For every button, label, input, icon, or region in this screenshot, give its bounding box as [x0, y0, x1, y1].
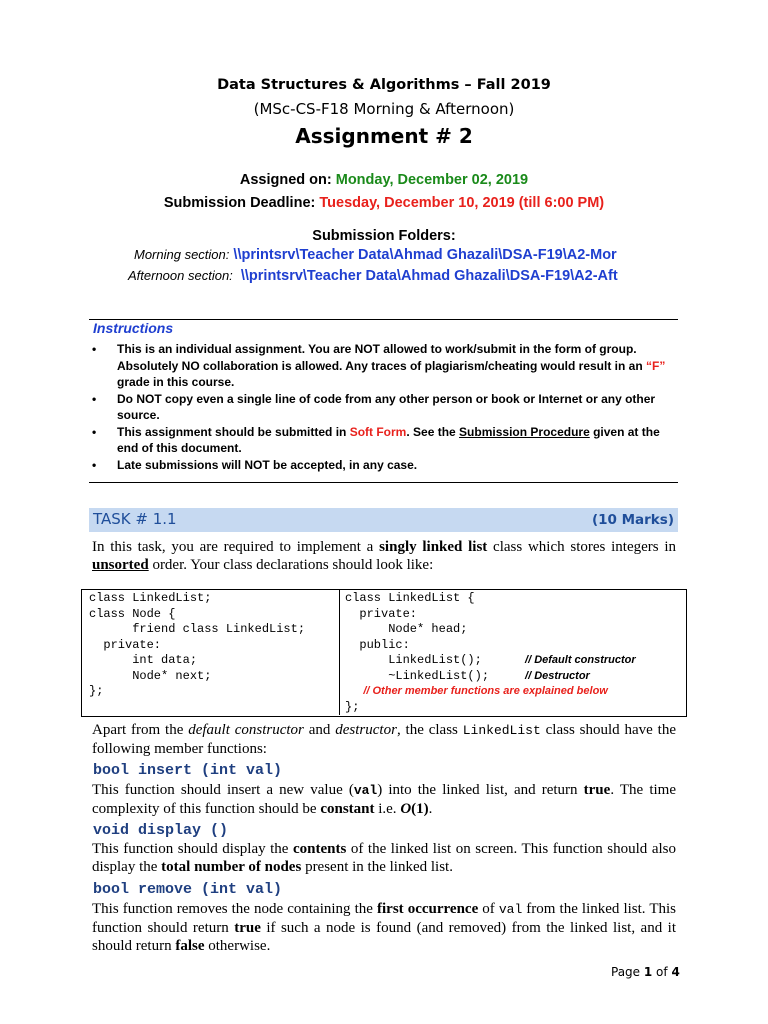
code-column-divider [339, 589, 340, 715]
linkedlist-class-code: class LinkedList { private: Node* head; public: LinkedList(); // Default constructor ~LinkedList(); // Destructor // Other member functions are explained below }; [345, 591, 636, 714]
afternoon-label: Afternoon section: [128, 268, 233, 283]
bullet-icon: • [92, 342, 97, 356]
course-title: Data Structures & Algorithms – Fall 2019 [217, 77, 551, 93]
deadline-date: Tuesday, December 10, 2019 (till 6:00 PM) [319, 195, 605, 211]
morning-folder [134, 247, 617, 263]
assigned-date: Monday, December 02, 2019 [335, 172, 529, 188]
bullet-icon: • [92, 457, 97, 472]
task-title: TASK # 1.1 [93, 510, 177, 528]
instruction-item: • Do NOT copy even a single line of code from any other person or book or Internet or any other source. [92, 391, 656, 422]
submission-procedure-link[interactable]: Submission Procedure [459, 424, 590, 439]
task-marks: (10 Marks) [591, 512, 674, 528]
destructor-comment: // Destructor [525, 669, 590, 682]
assigned-label: Assigned on: [239, 172, 332, 188]
deadline-label: Submission Deadline: [163, 195, 316, 211]
instructions-top-rule [89, 319, 678, 320]
instruction-item: • This assignment should be submitted in Soft Form. See the Submission Procedure given at the end of this document. [92, 424, 660, 455]
task-intro: In this task, you are required to implement a singly linked list class which stores integers in unsorted order. Your class declarations should look like: [92, 539, 677, 573]
instruction-item: • Late submissions will NOT be accepted, in any case. [92, 457, 418, 472]
instructions-heading: Instructions [93, 320, 174, 336]
instruction-item: • This is an individual assignment. You are NOT allowed to work/submit in the form of group. Absolutely NO collaboration is allowed. Any traces of plagiarism/cheating would result in an “F” grade in this course. [92, 342, 666, 389]
morning-label: Morning section: [134, 247, 230, 262]
remove-function-heading: bool remove (int val) [93, 881, 283, 898]
member-functions-intro: Apart from the default constructor and destructor, the class LinkedList class should have the following member functions: [92, 722, 676, 757]
default-constructor-comment: // Default constructor [525, 654, 636, 666]
insert-function-heading: bool insert (int val) [93, 762, 283, 779]
remove-function-description: This function removes the node containing the first occurrence of val from the linked list. This function should return true if such a node is found (and removed) from the linked list, and it should return false otherwise. [92, 901, 676, 954]
morning-path-link[interactable]: \\printsrv\Teacher Data\Ahmad Ghazali\DSA-F19\A2-Mor [233, 247, 617, 263]
display-function-description: This function should display the contents of the linked list on screen. This function should also display the total number of nodes present in the linked list. [92, 841, 676, 875]
instructions-bottom-rule [89, 482, 678, 483]
assigned-on [0, 172, 768, 188]
afternoon-folder [128, 268, 618, 284]
other-functions-comment: // Other member functions are explained below [345, 685, 608, 697]
display-function-heading: void display () [93, 822, 229, 839]
instructions-list [89, 341, 681, 473]
course-subtitle: (MSc-CS-F18 Morning & Afternoon) [253, 100, 515, 118]
submission-deadline [0, 195, 768, 211]
node-class-code: class LinkedList; class Node { friend class LinkedList; private: int data; Node* next; }; [89, 591, 306, 698]
afternoon-path-link[interactable]: \\printsrv\Teacher Data\Ahmad Ghazali\DSA-F19\A2-Aft [240, 268, 618, 284]
assignment-title: Assignment # 2 [295, 124, 473, 148]
submission-folders-heading: Submission Folders: [312, 228, 456, 244]
page-number: Page 1 of 4 [611, 965, 680, 979]
task-heading-bar [89, 508, 678, 532]
bullet-icon: • [92, 424, 97, 439]
insert-function-description: This function should insert a new value (val) into the linked list, and return true. The time complexity of this function should be constant i.e. O(1). [92, 782, 676, 817]
bullet-icon: • [92, 391, 97, 406]
